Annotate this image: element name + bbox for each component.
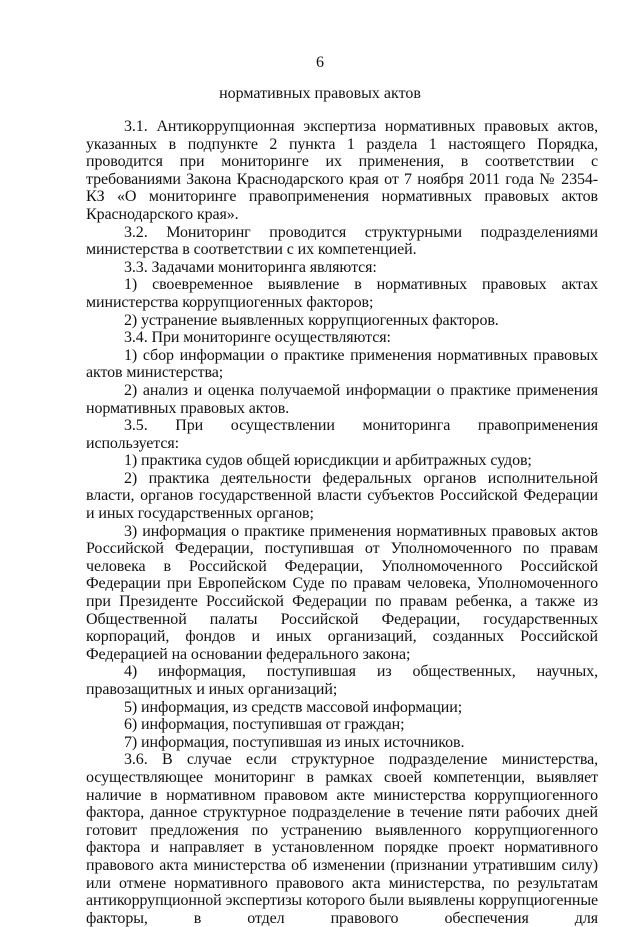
paragraph-3-3: 3.3. Задачами мониторинга являются:: [124, 258, 377, 276]
paragraph-3-2: 3.2. Мониторинг проводится структурными подразделениями министерства в соответствии с их компетенцией.: [86, 223, 598, 259]
page-number: 6: [316, 54, 324, 71]
document-body: [86, 118, 598, 927]
paragraph-3-5-item-1: 1) практика судов общей юрисдикции и арбитражных судов;: [124, 452, 532, 470]
paragraph-3-5-item-2: 2) практика деятельности федеральных органов исполнительной власти, органов государственной власти субъектов Российской Федерации и иных государственных органов;: [86, 469, 598, 523]
paragraph-3-5-item-5: 5) информация, из средств массовой информации;: [124, 698, 463, 716]
paragraph-3-5: 3.5. При осуществлении мониторинга правоприменения используется:: [86, 417, 598, 452]
paragraph-3-3-item-2: 2) устранение выявленных коррупциогенных факторов.: [124, 311, 499, 329]
paragraph-3-5-item-7: 7) информация, поступившая из иных источников.: [124, 733, 465, 751]
paragraph-3-5-item-6: 6) информация, поступившая от граждан;: [124, 716, 405, 734]
paragraph-3-4: 3.4. При мониторинге осуществляются:: [124, 329, 391, 347]
paragraph-3-6: 3.6. В случае если структурное подразделение министерства, осуществляющее мониторинг в рамках своей компетенции, выявляет наличие в нормативном правовом акте министерства коррупциогенного фактора, данное структурное подразделение в течение пяти рабочих дней готовит предложения по устранению выявленного коррупциогенного фактора и направляет в установленном порядке проект нормативного правового акта министерства об изменении (признании утратившим силу) или отмене нормативного правового акта министерства, по результатам антикоррупционной экспертизы которого были выявлены коррупциогенные факторы, в отдел правового обеспечения для: [86, 751, 598, 927]
paragraph-3-5-item-4: 4) информация, поступившая из общественных, научных, правозащитных и иных организаций;: [86, 663, 598, 698]
paragraph-3-4-item-2: 2) анализ и оценка получаемой информации о практике применения нормативных правовых актов.: [86, 381, 598, 417]
continued-heading: нормативных правовых актов: [219, 85, 421, 102]
paragraph-3-1: 3.1. Антикоррупционная экспертиза нормативных правовых актов, указанных в подпункте 2 пункта 1 раздела 1 настоящего Порядка, проводится при мониторинге их применения, в соответствии с требованиями Закона Краснодарского края от 7 ноября 2011 года № 2354-КЗ «О мониторинге правоприменения нормативных правовых актов Краснодарского края».: [86, 118, 598, 223]
paragraph-3-3-item-1: 1) своевременное выявление в нормативных правовых актах министерства коррупциогенных факторов;: [86, 276, 598, 311]
paragraph-3-5-item-3: 3) информация о практике применения нормативных правовых актов Российской Федерации, поступившая от Уполномоченного по правам человека в Российской Федерации, Уполномоченного Российской Федерации при Европейском Суде по правам человека, Уполномоченного при Президенте Российской Федерации по правам ребенка, а также из Общественной палаты Российской Федерации, государственных корпораций, фондов и иных организаций, созданных Российской Федерацией на основании федерального закона;: [86, 522, 598, 663]
paragraph-3-4-item-1: 1) сбор информации о практике применения нормативных правовых актов министерства;: [86, 346, 598, 382]
